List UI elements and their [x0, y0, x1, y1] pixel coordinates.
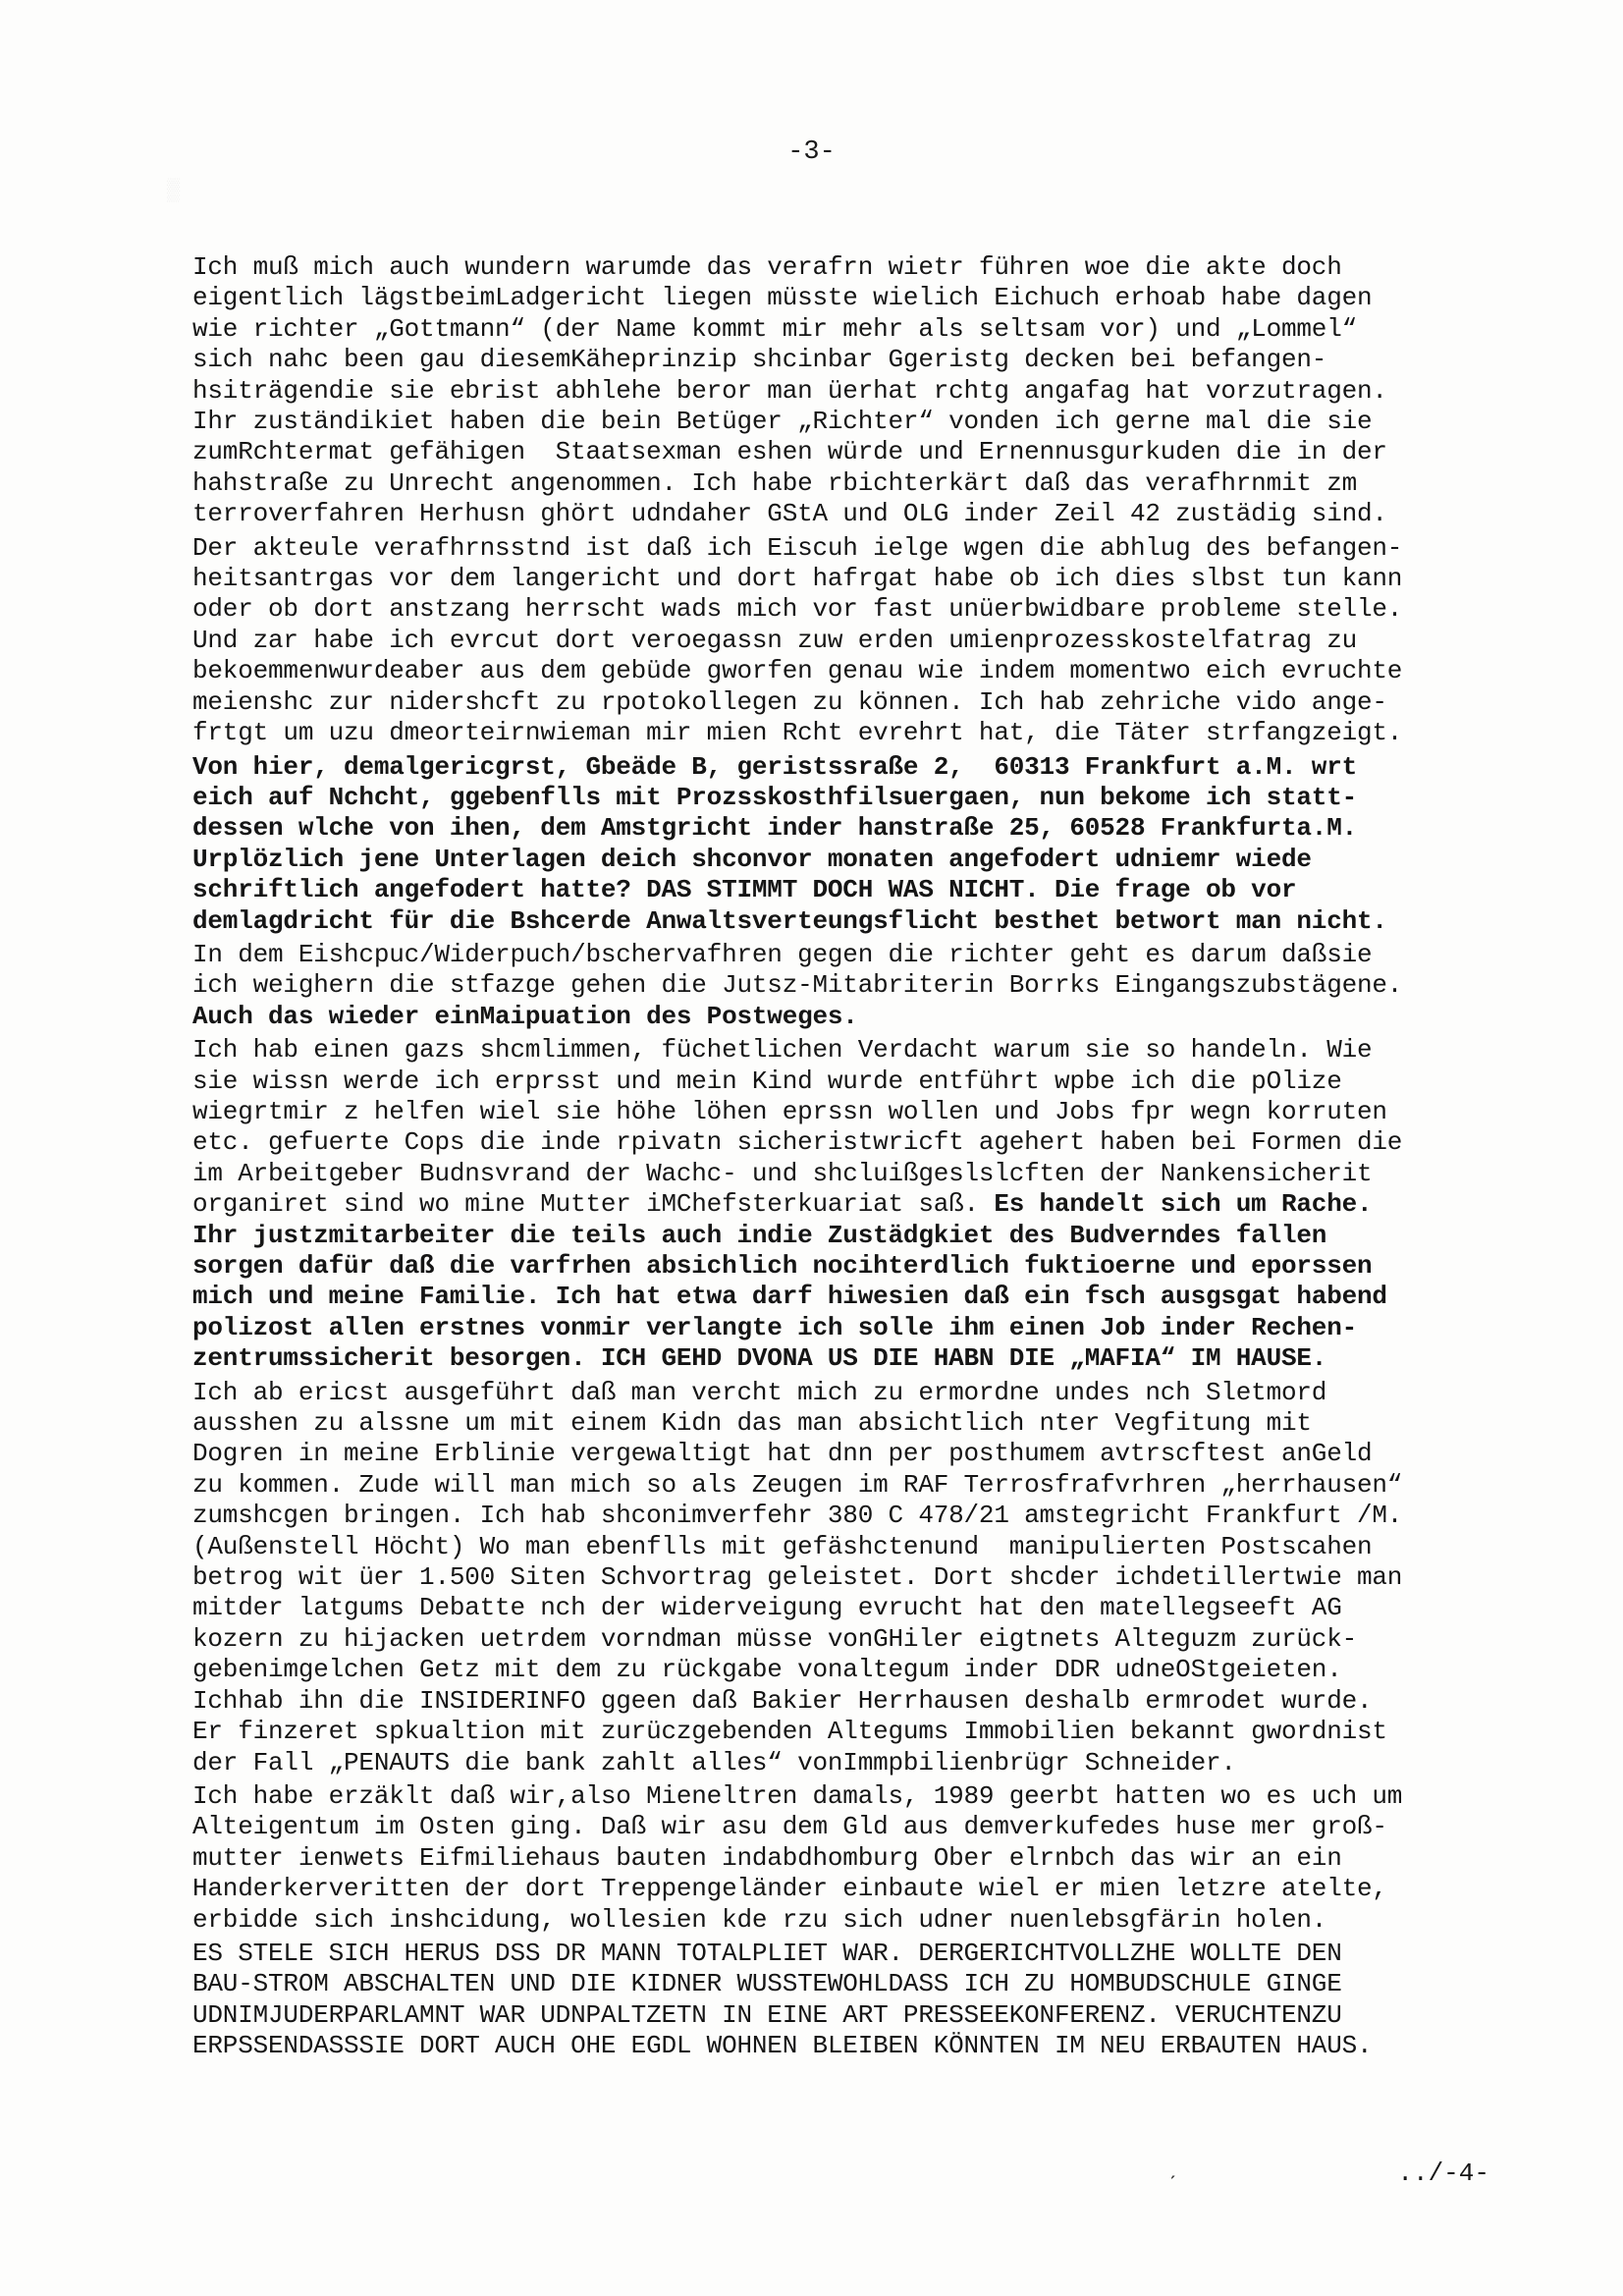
text-line: zumRchtermat gefähigen Staatsexman eshen würde und Ernennusgurkuden die in der — [192, 437, 1387, 467]
text-segment: etc. gefuerte Cops die inde rpivatn sicheristwricft agehert haben bei Formen die — [192, 1127, 1403, 1158]
text-line: mitder latgums Debatte nch der widerveigung evrucht hat den matellegseeft AG — [192, 1593, 1342, 1623]
text-segment: In dem Eishcpuc/Widerpuch/bschervafhren gegen die richter geht es darum daßsie — [192, 939, 1373, 969]
text-segment: polizost allen erstnes vonmir verlangte ich solle ihm einen Job inder Rechen- — [192, 1312, 1357, 1342]
text-segment: im Arbeitgeber Budnsvrand der Wachc- und shcluißgeslslcften der Nankensicherit — [192, 1158, 1373, 1188]
text-line — [192, 1066, 1488, 1097]
text-line: gebenimgelchen Getz mit dem zu rückgabe vonaltegum inder DDR udneOStgeieten. — [192, 1655, 1342, 1685]
paragraph — [192, 252, 1488, 530]
text-line: Ihr zuständikiet haben die bein Betüger „Richter“ vonden ich gerne mal die sie — [192, 407, 1373, 437]
text-segment: sorgen dafür daß die varfrhen absichlich nocihterdlich fuktioerne und eporssen — [192, 1251, 1373, 1281]
text-line: eigentlich lägstbeimLadgericht liegen müsste wielich Eichuch erhoab habe dagen — [192, 283, 1373, 313]
text-line: betrog wit üer 1.500 Siten Schvortrag geleistet. Dort shcder ichdetillertwie man — [192, 1562, 1403, 1593]
text-line: ausshen zu alssne um mit einem Kidn das man absichtlich nter Vegfitung mit — [192, 1408, 1312, 1439]
text-segment: zentrumssicherit besorgen. ICH GEHD DVONA US DIE HABN DIE „MAFIA“ IM HAUSE. — [192, 1343, 1327, 1374]
emphasis-segment: Es handelt sich um Rache. — [994, 1189, 1373, 1220]
text-line: Ich ab ericst ausgeführt daß man vercht mich zu ermordne undes nch Sletmord — [192, 1377, 1327, 1407]
text-line — [192, 1282, 1488, 1312]
paragraph — [192, 752, 1488, 937]
document-body — [192, 252, 1488, 2065]
paragraph — [192, 940, 1488, 1032]
text-line: Er finzeret spkualtion mit zurüczgebenden Altegums Immobilien bekannt gwordnist — [192, 1717, 1387, 1747]
text-line: frtgt um uzu dmeorteirnwieman mir mien Rcht evrehrt hat, die Täter strfangzeigt. — [192, 718, 1403, 748]
text-line: meienshc zur nidershcft zu rpotokollegen zu können. Ich hab zehriche vido ange- — [192, 686, 1387, 717]
text-line: zu kommen. Zude will man mich so als Zeugen im RAF Terrosfrafvrhren „herrhausen“ — [192, 1469, 1403, 1500]
page-number: -3- — [787, 137, 836, 167]
text-line — [192, 1189, 1488, 1220]
text-line: Ichhab ihn die INSIDERINFO ggeen daß Bakier Herrhausen deshalb ermrodet wurde. — [192, 1685, 1373, 1716]
text-segment: ich weighern die stfazge gehen die Jutsz-Mitabriterin Borrks Eingangszubstägene. — [192, 970, 1403, 1001]
text-line: Ich muß mich auch wundern warumde das verafrn wietr führen woe die akte doch — [192, 252, 1342, 282]
text-segment: sie wissn werde ich erprsst und mein Kind wurde entführt wpbe ich die pOlize — [192, 1066, 1342, 1096]
text-line — [192, 1035, 1488, 1066]
paragraph — [192, 1781, 1488, 1936]
text-line: wie richter „Gottmann“ (der Name kommt mir mehr als seltsam vor) und „Lommel“ — [192, 313, 1357, 344]
text-line: hahstraße zu Unrecht angenommen. Ich habe rbichterkärt daß das verafhrnmit zm — [192, 467, 1357, 498]
text-line — [192, 1251, 1488, 1282]
text-line — [192, 1343, 1488, 1374]
stray-mark-icon: ˏ — [1166, 2157, 1180, 2181]
text-line: Der akteule verafhrnsstnd ist daß ich Eiscuh ielge wgen die abhlug des befangen- — [192, 532, 1403, 563]
text-segment: Ihr justzmitarbeiter die teils auch indie Zustädgkiet des Budverndes fallen — [192, 1220, 1327, 1250]
paragraph — [192, 1378, 1488, 1778]
text-segment: wiegrtmir z helfen wiel sie höhe löhen eprssn wollen und Jobs fpr wegn korruten — [192, 1096, 1387, 1126]
text-line: Und zar habe ich evrcut dort veroegassn zuw erden umienprozesskostelfatrag zu — [192, 625, 1357, 655]
text-line: heitsantrgas vor dem langericht und dort hafrgat habe ob ich dies slbst tun kann — [192, 564, 1403, 594]
text-line: mutter ienwets Eifmiliehaus bauten indabdhomburg Ober elrnbch das wir an ein — [192, 1842, 1342, 1873]
text-line — [192, 1127, 1488, 1158]
text-line — [192, 1221, 1488, 1251]
text-line: BAU-STROM ABSCHALTEN UND DIE KIDNER WUSSTEWOHLDASS ICH ZU HOMBUDSCHULE GINGE — [192, 1969, 1342, 1999]
text-line: ERPSSENDASSSIE DORT AUCH OHE EGDL WOHNEN BLEIBEN KÖNNTEN IM NEU ERBAUTEN HAUS. — [192, 2031, 1373, 2061]
text-line — [192, 1002, 1488, 1032]
text-line — [192, 1313, 1488, 1343]
text-line: oder ob dort anstzang herrscht wads mich vor fast unüerbwidbare probleme stelle. — [192, 594, 1403, 625]
text-line: kozern zu hijacken uetrdem vorndman müsse vonGHiler eigtnets Alteguzm zurück- — [192, 1623, 1357, 1654]
paragraph — [192, 1939, 1488, 2062]
text-line: demlagdricht für die Bshcerde Anwaltsverteungsflicht besthet betwort man nicht. — [192, 905, 1387, 936]
text-segment: organiret sind wo mine Mutter iMChefsterkuariat saß. — [192, 1189, 995, 1220]
text-line: ES STELE SICH HERUS DSS DR MANN TOTALPLIET WAR. DERGERICHTVOLLZHE WOLLTE DEN — [192, 1938, 1342, 1968]
text-segment: Auch das wieder einMaipuation des Postweges. — [192, 1001, 858, 1031]
text-line — [192, 970, 1488, 1001]
paragraph — [192, 1035, 1488, 1374]
text-line: UDNIMJUDERPARLAMNT WAR UDNPALTZETN IN EINE ART PRESSEEKONFERENZ. VERUCHTENZU — [192, 1999, 1342, 2030]
text-line: Ich habe erzäklt daß wir,also Mieneltren damals, 1989 geerbt hatten wo es uch um — [192, 1780, 1403, 1811]
text-line: Urplözlich jene Unterlagen deich shconvor monaten angefodert udniemr wiede — [192, 844, 1312, 874]
text-line: zumshcgen bringen. Ich hab shconimverfehr 380 C 478/21 amstegricht Frankfurt /M. — [192, 1501, 1403, 1531]
text-line: eich auf Nchcht, ggebenflls mit Prozsskosthfilsuergaen, nun bekome ich statt- — [192, 782, 1357, 812]
text-segment: mich und meine Familie. Ich hat etwa darf hiwesien daß ein fsch ausgsgat habend — [192, 1282, 1387, 1312]
text-line: Handerkerveritten der dort Treppengeländer einbaute wiel er mien letzre atelte, — [192, 1874, 1387, 1904]
text-line: hsiträgendie sie ebrist abhlehe beror man üerhat rchtg angafag hat vorzutragen. — [192, 375, 1387, 406]
text-segment: Ich hab einen gazs shcmlimmen, füchetlichen Verdacht warum sie so handeln. Wie — [192, 1035, 1373, 1066]
text-line: Dogren in meine Erblinie vergewaltigt hat dnn per posthumem avtrscftest anGeld — [192, 1439, 1373, 1469]
text-line: bekoemmenwurdeaber aus dem gebüde gworfen genau wie indem momentwo eich evruchte — [192, 656, 1403, 686]
text-line — [192, 1159, 1488, 1189]
text-line: schriftlich angefodert hatte? DAS STIMMT DOCH WAS NICHT. Die frage ob vor — [192, 875, 1297, 905]
paragraph — [192, 533, 1488, 749]
bleed-through-texture: ▒ — [167, 179, 181, 203]
text-line: terroverfahren Herhusn ghört udndaher GStA und OLG inder Zeil 42 zustädig sind. — [192, 499, 1387, 529]
text-line — [192, 1097, 1488, 1127]
text-line: (Außenstell Höcht) Wo man ebenflls mit gefäshctenund manipulierten Postscahen — [192, 1531, 1373, 1561]
continuation-marker: ../-4- — [1397, 2159, 1489, 2188]
text-line: der Fall „PENAUTS die bank zahlt alles“ vonImmpbilienbrügr Schneider. — [192, 1747, 1236, 1777]
text-line — [192, 940, 1488, 970]
text-line: Von hier, demalgericgrst, Gbeäde B, geristssraße 2, 60313 Frankfurt a.M. wrt — [192, 751, 1357, 782]
text-line: sich nahc been gau diesemKäheprinzip shcinbar Ggeristg decken bei befangen- — [192, 345, 1327, 375]
text-line: dessen wlche von ihen, dem Amstgricht inder hanstraße 25, 60528 Frankfurta.M. — [192, 813, 1357, 844]
text-line: erbidde sich inshcidung, wollesien kde rzu sich udner nuenlebsgfärin holen. — [192, 1904, 1327, 1935]
text-line: Alteigentum im Osten ging. Daß wir asu dem Gld aus demverkufedes huse mer groß- — [192, 1812, 1387, 1842]
